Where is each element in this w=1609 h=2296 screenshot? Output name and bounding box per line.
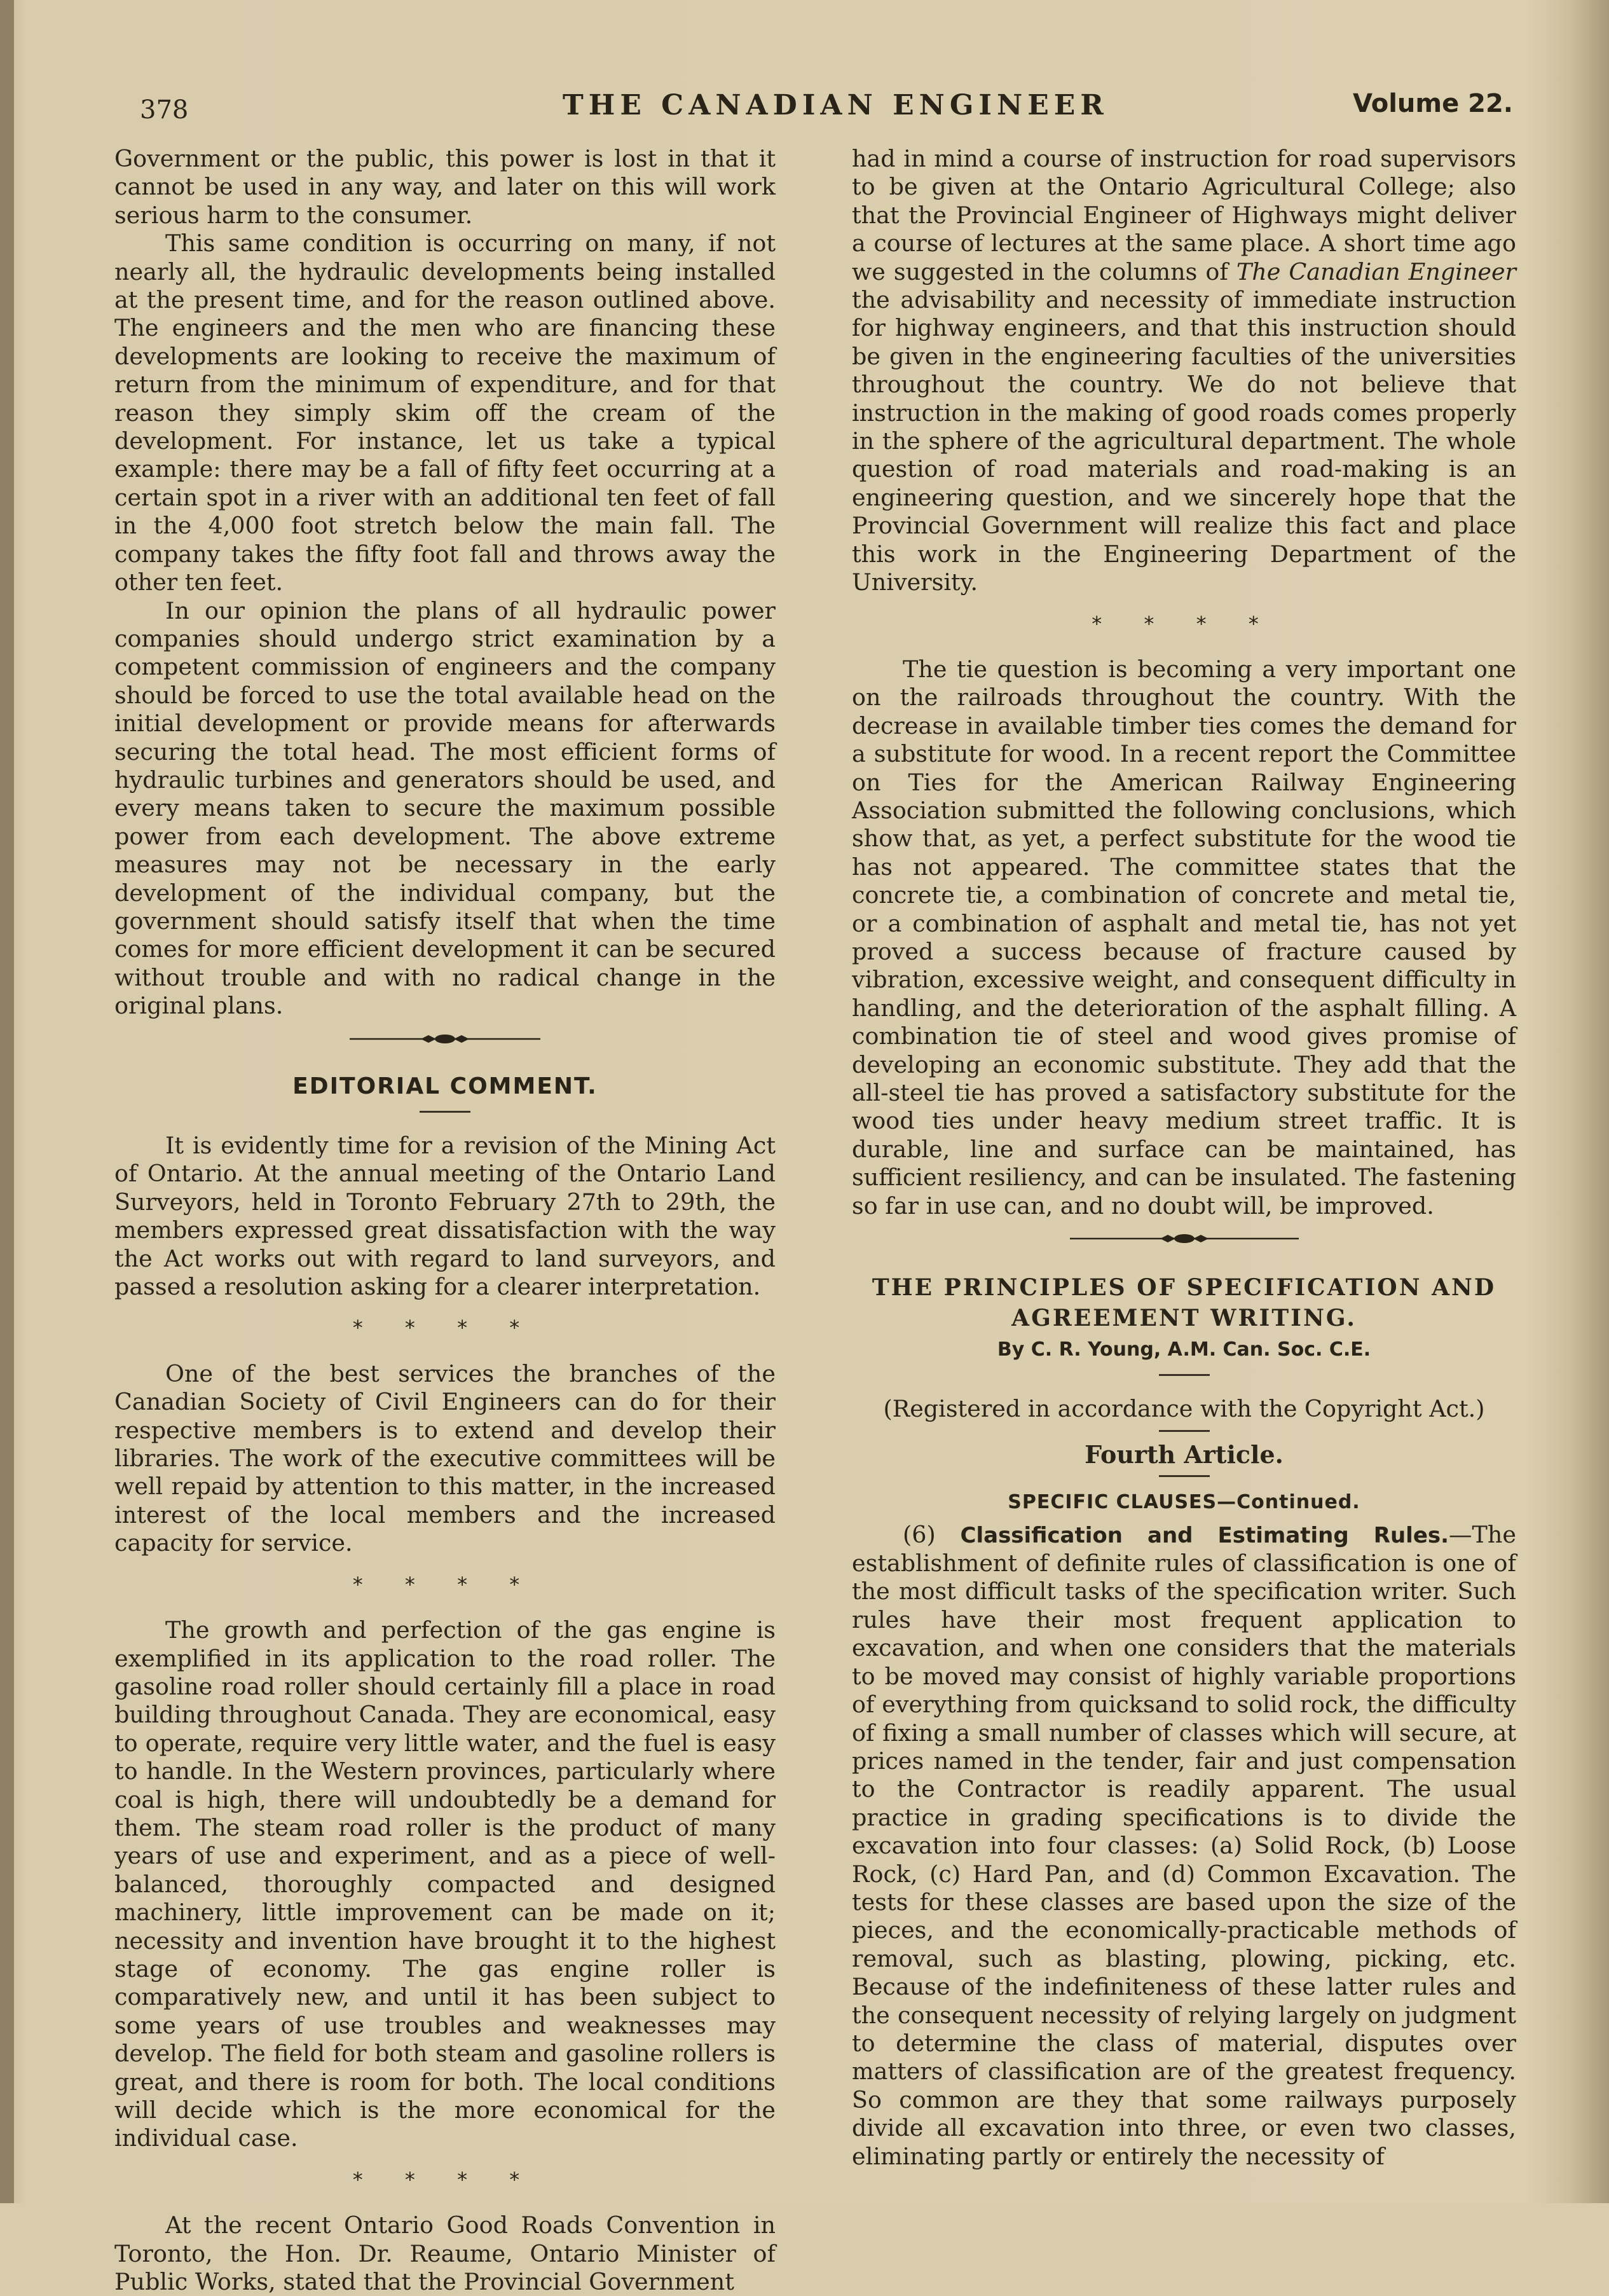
short-rule [420, 1111, 470, 1113]
paragraph: It is evidently time for a revision of the Mining Act of Ontario. At the annual meeting of the Ontario Land Surveyors, held in Toronto February 27th to 29th, the members expressed great dissatisfaction with the way the Act works out with regard to land surveyors, and passed a resolution asking for a clearer interpretation. [114, 1132, 776, 1301]
text-run: the advisability and necessity of immediate instruction for highway engineers, and that this instruction should be given in the engineering faculties of the universities throughout the country. We do not believe that instruction in the making of good roads comes properly in the sphere of the agricultural department. The whole question of road materials and road-making is an engineering question, and we sincerely hope that the Provincial Government will realize this fact and place this work in the Engineering Department of the University. [852, 286, 1516, 596]
short-rule [1159, 1475, 1210, 1477]
paragraph: Government or the public, this power is lost in that it cannot be used in any way, and later on this will work serious harm to the consumer. [114, 145, 776, 229]
journal-name-italic: The Canadian Engineer [1236, 258, 1516, 285]
paragraph: At the recent Ontario Good Roads Convention in Toronto, the Hon. Dr. Reaume, Ontario Minister of Public Works, stated that the Provincial Government [114, 2211, 776, 2296]
left-column [114, 145, 776, 2296]
page-number: 378 [140, 95, 189, 125]
paragraph [852, 145, 1516, 597]
paragraph: This same condition is occurring on many, if not nearly all, the hydraulic developments being installed at the present time, and for the reason outlined above. The engineers and the men who are financing these developments are looking to receive the maximum of return from the minimum of expenditure, and for that reason they simply skim off the cream of the development. For instance, let us take a typical example: there may be a fall of fifty feet occurring at a certain spot in a river with an additional ten feet of fall in the 4,000 foot stretch below the main fall. The company takes the fifty foot fall and throws away the other ten feet. [114, 230, 776, 596]
page-header [140, 89, 1513, 127]
journal-title: THE CANADIAN ENGINEER [563, 89, 1109, 121]
paragraph: One of the best services the branches of the Canadian Society of Civil Engineers can do for their respective members is to extend and develop their libraries. The work of the executive committees will be well repaid by attention to this matter, in the increased interest of the local members and the increased capacity for service. [114, 1359, 776, 1557]
ornament-divider [114, 1029, 776, 1061]
runin-heading: Classification and Estimating Rules. [960, 1522, 1449, 1548]
right-column [852, 145, 1516, 2170]
paragraph: The growth and perfection of the gas engine is exemplified in its application to the road roller. The gasoline road roller should certainly fill a place in road building throughout Canada. They are economical, easy to operate, require very little water, and the fuel is easy to handle. In the Western provinces, particularly where coal is high, there will undoubtedly be a demand for them. The steam road roller is the product of many years of use and experiment, and as a piece of well-balanced, thoroughly compacted and designed machinery, little improvement can be made on it; necessity and invention have brought it to the highest stage of economy. The gas engine roller is comparatively new, and until it has been subject to some years of use troubles and weaknesses may develop. The field for both steam and gasoline rollers is great, and there is room for both. The local conditions will decide which is the more economical for the individual case. [114, 1616, 776, 2152]
short-rule [1159, 1430, 1210, 1432]
section-subheading: SPECIFIC CLAUSES—Continued. [1008, 1491, 1360, 1514]
text-run: had in mind a course of instruction for road supervisors to be given at the Ontario Agricultural College; also that the Provincial Engineer of Highways might deliver a course of lectures at the same place. A short time ago we suggested in the columns of [852, 145, 1516, 285]
separator-stars: * * * * [352, 1572, 538, 1597]
article-number: Fourth Article. [1085, 1440, 1284, 1469]
copyright-note: (Registered in accordance with the Copyright Act.) [883, 1395, 1485, 1423]
binding-edge [0, 0, 14, 2203]
clause-number: (6) [903, 1520, 961, 1548]
editorial-heading: EDITORIAL COMMENT. [292, 1073, 598, 1099]
separator-stars: * * * * [352, 2167, 538, 2192]
paragraph [852, 1521, 1516, 2171]
separator-stars: * * * * [352, 1316, 538, 1340]
ornament-icon [350, 1029, 540, 1048]
ornament-divider [852, 1229, 1516, 1261]
article-byline: By C. R. Young, A.M. Can. Soc. C.E. [997, 1338, 1371, 1361]
separator-stars: * * * * [1092, 611, 1277, 636]
short-rule [1159, 1374, 1210, 1376]
volume-label: Volume 22. [1352, 89, 1513, 118]
article-title: THE PRINCIPLES OF SPECIFICATION AND AGREEMENT WRITING. [872, 1274, 1496, 1332]
paragraph: The tie question is becoming a very important one on the railroads throughout the country. With the decrease in available timber ties comes the demand for a substitute for wood. In a recent report the Committee on Ties for the American Railway Engineering Association submitted the following conclusions, which show that, as yet, a perfect substitute for the wood tie has not appeared. The committee states that the concrete tie, a combination of concrete and metal tie, or a combination of asphalt and metal tie, has not yet proved a success because of fracture caused by vibration, excessive weight, and consequent difficulty in handling, and the deterioration of the asphalt filling. A combination tie of steel and wood gives promise of developing an economic substitute. They add that the all-steel tie has proved a satisfactory substitute for the wood ties under heavy medium street traffic. It is durable, line and surface can be maintained, has sufficient resiliency, and can be insulated. The fastening so far in use can, and no doubt will, be improved. [852, 655, 1516, 1220]
ornament-icon [1070, 1229, 1299, 1248]
paragraph: In our opinion the plans of all hydraulic power companies should undergo strict examination by a competent commission of engineers and the company should be forced to use the total available head on the initial development or provide means for afterwards securing the total head. The most efficient forms of hydraulic turbines and generators should be used, and every means taken to secure the maximum possible power from each development. The above extreme measures may not be necessary in the early development of the individual company, but the government should satisfy itself that when the time comes for more efficient development it can be secured without trouble and with no radical change in the original plans. [114, 596, 776, 1020]
text-run: —The establishment of definite rules of classification is one of the most difficult tasks of the specification writer. Such rules have their most frequent application to excavation, and when one considers that the materials to be moved may consist of highly variable proportions of everything from quicksand to solid rock, the difficulty of fixing a small number of classes which will secure, at prices named in the tender, fair and just compensation to the Contractor is readily apparent. The usual practice in grading specifications is to divide the excavation into four classes: (a) Solid Rock, (b) Loose Rock, (c) Hard Pan, and (d) Common Excavation. The tests for these classes are based upon the size of the pieces, and the economically-practicable methods of removal, such as blasting, plowing, picking, etc. Because of the indefiniteness of these latter rules and the consequent necessity of relying largely on judgment to determine the class of material, disputes over matters of classification are of the greatest frequency. So common are they that some railways purposely divide all excavation into three, or even two classes, eliminating partly or entirely the necessity of [852, 1520, 1516, 2170]
